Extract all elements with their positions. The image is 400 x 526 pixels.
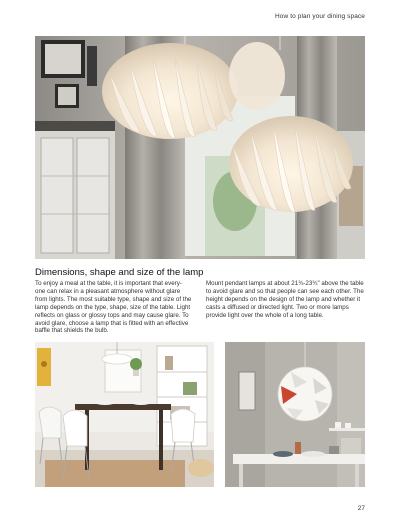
hero-photo-pendant-lamps: [35, 36, 365, 259]
running-title: How to plan your dining space: [275, 13, 365, 20]
dining-room-photo: [35, 342, 214, 487]
section-heading: Dimensions, shape and size of the lamp: [35, 267, 204, 278]
page-number: 27: [357, 505, 365, 512]
body-paragraph-left: To enjoy a meal at the table, it is important that every- one can relax in a pleasant atmosphere without glare from lights. The most suitable type, shape and size of the lamp depends on the type, shape, size of the table. Light reflects on glass or glossy tops and may cause glare. To avoid glare, choose a lamp that is fitted with an effective baffle that shields the bulb.: [35, 280, 192, 335]
body-paragraph-right: Mount pendant lamps at about 21¾-23¾" above the table to avoid glare and so that people can see each other. The height depends on the design of the lamp and whether it casts a diffused or directed light. Two or more lamps provide light over the whole of a long table.: [206, 280, 364, 319]
pendant-lamp-photo: [225, 342, 365, 487]
